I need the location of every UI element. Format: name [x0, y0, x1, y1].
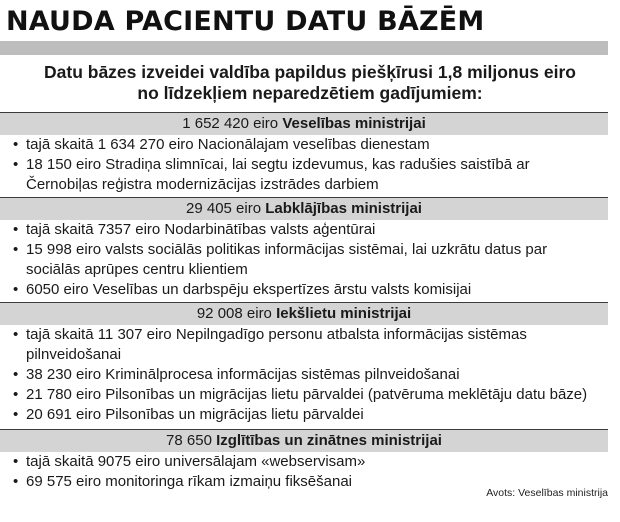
list-item: • 69 575 eiro monitoringa rīkam izmaiņu fiksēšanai [0, 472, 620, 492]
section-header [0, 429, 608, 452]
section-amount: 92 008 eiro [196, 305, 272, 322]
section-izglitibas [0, 429, 620, 492]
section-ministry: Izglītības un zinātnes ministrijai [216, 432, 442, 449]
section-items [0, 135, 620, 195]
section-items [0, 452, 620, 492]
section-amount: 78 650 [166, 432, 212, 449]
section-ministry: Iekšlietu ministrijai [276, 305, 412, 322]
section-header [0, 112, 608, 135]
list-item-continuation: sociālās aprūpes centru klientiem [26, 261, 248, 278]
list-item: • 6050 eiro Veselības un darbspēju ekspertīzes ārstu valsts komisijai [0, 280, 620, 300]
title-rule [0, 41, 608, 55]
section-ministry: Labklājības ministrijai [265, 200, 422, 217]
section-amount: 1 652 420 eiro [182, 115, 279, 132]
section-header [0, 302, 608, 325]
page-title: NAUDA PACIENTU DATU BĀZĒM [6, 6, 485, 37]
section-items [0, 220, 620, 300]
list-item: • tajā skaitā 11 307 eiro Nepilngadīgo personu atbalsta informācijas sistēmas [0, 325, 620, 345]
list-item: • 21 780 eiro Pilsonības un migrācijas lietu pārvaldei (patvēruma meklētāju datu bāze) [0, 385, 620, 405]
list-item: • 15 998 eiro valsts sociālās politikas informācijas sistēmai, lai uzkrātu datus par [0, 240, 620, 260]
source-note: Avots: Veselības ministrija [486, 487, 608, 499]
list-item: • tajā skaitā 1 634 270 eiro Nacionālajam veselības dienestam [0, 135, 620, 155]
intro-line-2: no līdzekļiem neparedzētiem gadījumiem: [137, 83, 483, 103]
intro-text [0, 62, 620, 104]
list-item-continuation: pilnveidošanai [26, 346, 122, 363]
section-ieksietu [0, 302, 620, 425]
section-amount: 29 405 eiro [186, 200, 262, 217]
list-item: • tajā skaitā 7357 eiro Nodarbinātības valsts aģentūrai [0, 220, 620, 240]
list-item: • tajā skaitā 9075 eiro universālajam «webservisam» [0, 452, 620, 472]
intro-line-1: Datu bāzes izveidei valdība papildus piešķīrusi 1,8 miljonus eiro [44, 62, 576, 82]
section-veselibas [0, 112, 620, 195]
section-items [0, 325, 620, 425]
list-item-continuation: Černobiļas reģistra modernizācijas izstrādes darbiem [26, 176, 379, 193]
list-item: • 20 691 eiro Pilsonības un migrācijas lietu pārvaldei [0, 405, 620, 425]
list-item: • 38 230 eiro Kriminālprocesa informācijas sistēmas pilnveidošanai [0, 365, 620, 385]
section-header [0, 197, 608, 220]
section-labklajibas [0, 197, 620, 300]
list-item: • 18 150 eiro Stradiņa slimnīcai, lai segtu izdevumus, kas radušies saistībā ar [0, 155, 620, 175]
section-ministry: Veselības ministrijai [282, 115, 426, 132]
